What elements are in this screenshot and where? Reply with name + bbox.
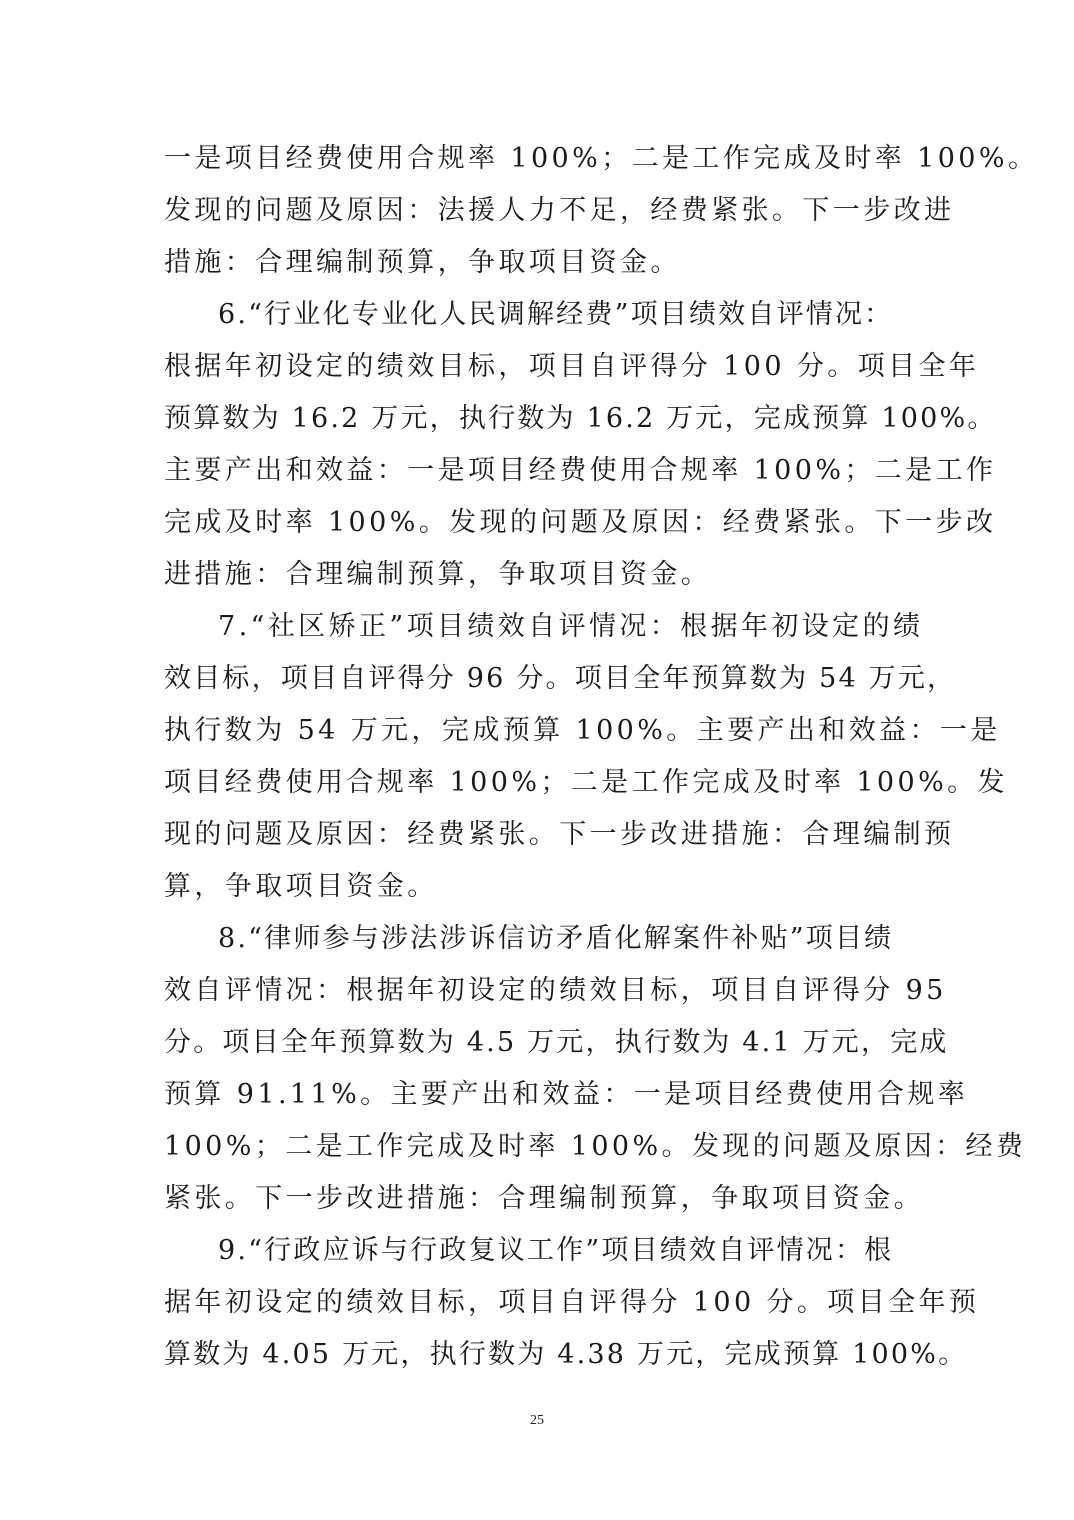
text-line-3: 措施：合理编制预算，争取项目资金。 [164,247,681,278]
text-line-21: 紧张。下一步改进措施：合理编制预算，争取项目资金。 [164,1183,924,1214]
page-number: 25 [530,1413,544,1428]
text-line-13: 项目经费使用合规率 100%；二是工作完成及时率 100%。发 [164,767,1008,798]
text-line-17: 效自评情况：根据年初设定的绩效目标，项目自评得分 95 [164,975,947,1006]
text-line-6: 预算数为 16.2 万元，执行数为 16.2 万元，完成预算 100%。 [164,403,997,434]
paragraph-9-heading-line: 9.“行政应诉与行政复议工作”项目绩效自评情况：根 [218,1235,894,1266]
text-line-19: 预算 91.11%。主要产出和效益：一是项目经费使用合规率 [164,1079,969,1110]
paragraph-7-heading-line: 7.“社区矫正”项目绩效自评情况：根据年初设定的绩 [218,611,924,642]
text-line-23: 据年初设定的绩效目标，项目自评得分 100 分。项目全年预 [164,1287,980,1318]
text-line-14: 现的问题及原因：经费紧张。下一步改进措施：合理编制预 [164,819,955,850]
text-line-8: 完成及时率 100%。发现的问题及原因：经费紧张。下一步改 [164,507,997,538]
text-line-24: 算数为 4.05 万元，执行数为 4.38 万元，完成预算 100%。 [164,1339,968,1370]
text-line-11: 效目标，项目自评得分 96 分。项目全年预算数为 54 万元， [164,663,957,694]
document-body [164,133,1039,1381]
text-line-12: 执行数为 54 万元，完成预算 100%。主要产出和效益：一是 [164,715,1001,746]
text-line-18: 分。项目全年预算数为 4.5 万元，执行数为 4.1 万元，完成 [164,1027,949,1058]
text-line-15: 算，争取项目资金。 [164,871,438,902]
text-line-7: 主要产出和效益：一是项目经费使用合规率 100%；二是工作 [164,455,997,486]
text-line-2: 发现的问题及原因：法援人力不足，经费紧张。下一步改进 [164,195,955,226]
paragraph-8-heading-line: 8.“律师参与涉法涉诉信访矛盾化解案件补贴”项目绩 [218,923,894,954]
text-line-9: 进措施：合理编制预算，争取项目资金。 [164,559,712,590]
text-line-5: 根据年初设定的绩效目标，项目自评得分 100 分。项目全年 [164,351,980,382]
paragraph-6-heading-line: 6.“行业化专业化人民调解经费”项目绩效自评情况： [218,299,894,330]
text-line-1: 一是项目经费使用合规率 100%；二是工作完成及时率 100%。 [164,143,1039,174]
text-line-20: 100%；二是工作完成及时率 100%。发现的问题及原因：经费 [164,1131,1027,1162]
